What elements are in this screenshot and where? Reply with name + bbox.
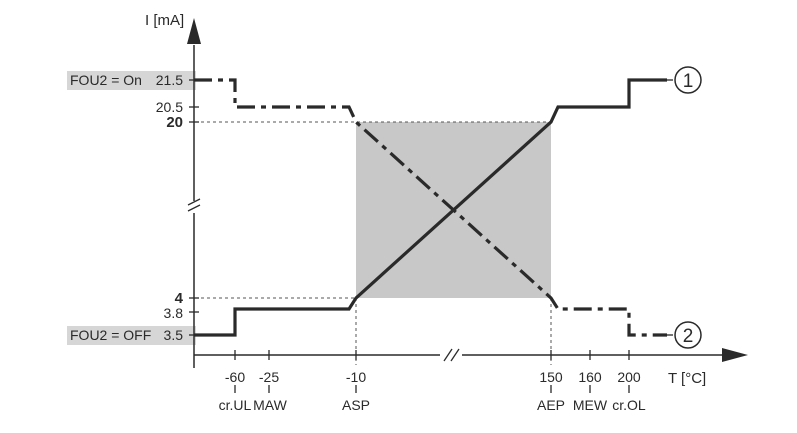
x-label-value-cr-ul: -60 bbox=[224, 369, 246, 385]
x-label-name-cr-ol: cr.OL bbox=[612, 397, 646, 413]
fou2-off-label: FOU2 = OFF bbox=[70, 327, 152, 343]
y-label-3-5: 3.5 bbox=[163, 327, 183, 343]
y-label-21-5: 21.5 bbox=[155, 72, 183, 88]
x-label-name-maw: MAW bbox=[253, 397, 287, 413]
y-axis-title: I [mA] bbox=[145, 12, 185, 29]
x-label-value-cr-ol: 200 bbox=[617, 369, 641, 385]
y-label-20-5: 20.5 bbox=[155, 99, 183, 115]
curve-2-number: 2 bbox=[682, 326, 694, 347]
y-axis-arrow bbox=[187, 18, 201, 44]
x-label-value-mew: 160 bbox=[578, 369, 602, 385]
x-label-value-aep: 150 bbox=[539, 369, 563, 385]
x-label-value-asp: -10 bbox=[345, 369, 367, 385]
x-axis-title: T [°C] bbox=[668, 370, 707, 387]
y-label-3-8: 3.8 bbox=[163, 305, 183, 321]
x-label-name-aep: AEP bbox=[536, 397, 566, 413]
fou2-on-label: FOU2 = On bbox=[70, 72, 142, 88]
y-label-20: 20 bbox=[166, 114, 183, 131]
x-label-value-maw: -25 bbox=[258, 369, 280, 385]
x-axis-break bbox=[444, 349, 459, 361]
x-label-name-mew: MEW bbox=[572, 397, 608, 413]
y-label-4: 4 bbox=[174, 290, 183, 307]
x-axis-arrow bbox=[722, 348, 748, 362]
x-label-name-cr-ul: cr.UL bbox=[218, 397, 252, 413]
x-label-name-asp: ASP bbox=[341, 397, 371, 413]
curve-1-number: 1 bbox=[682, 71, 694, 92]
x-label-stems bbox=[235, 385, 629, 393]
